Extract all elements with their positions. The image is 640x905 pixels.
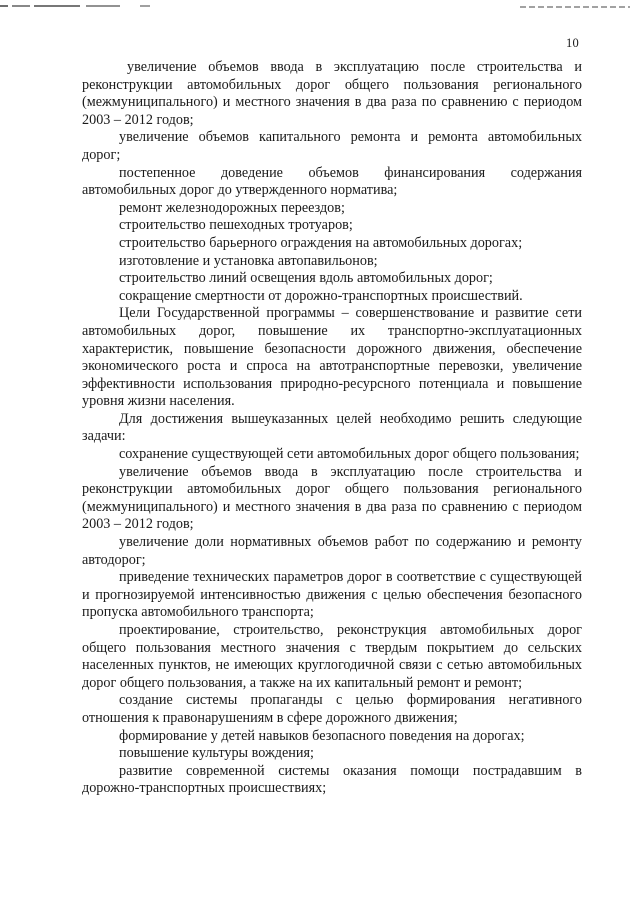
paragraph: создание системы пропаганды с целью формирования негативного отношения к правонарушениям в сфере дорожного движения; xyxy=(82,692,582,726)
paragraph: изготовление и установка автопавильонов; xyxy=(119,252,378,269)
paragraph: приведение технических параметров дорог в соответствие с существующей и прогнозируемой интенсивностью движения с целью обеспечения безопасного пропуска автомобильного транспорта; xyxy=(82,569,582,621)
paragraph: строительство пешеходных тротуаров; xyxy=(119,217,353,234)
paragraph: строительство барьерного ограждения на автомобильных дорогах; xyxy=(119,234,523,251)
paragraph: Цели Государственной программы – совершенствование и развитие сети автомобильных дорог, повышение их транспортно-эксплуатационных характеристик, повышение безопасности дорожного движения, обеспечение экономического роста и спроса на автотранспортные перевозки, увеличение эффективности использования природно-ресурсного потенциала и повышение уровня жизни населения. xyxy=(82,305,582,410)
paragraph: увеличение объемов капитального ремонта и ремонта автомобильных дорог; xyxy=(82,129,582,163)
page-number: 10 xyxy=(566,36,579,50)
paragraph: увеличение объемов ввода в эксплуатацию после строительства и реконструкции автомобильных дорог общего пользования регионального (межмуниципального) и местного значения в два раза по сравнению с периодом 2003 – 2012 годов; xyxy=(82,463,582,533)
paragraph: повышение культуры вождения; xyxy=(119,745,314,762)
paragraph: постепенное доведение объемов финансирования содержания автомобильных дорог до утвержденного норматива; xyxy=(82,164,582,199)
paragraph: формирование у детей навыков безопасного поведения на дорогах; xyxy=(119,727,525,744)
paragraph: увеличение объемов ввода в эксплуатацию после строительства и реконструкции автомобильных дорог общего пользования регионального (межмуниципального) и местного значения в два раза по сравнению с периодом 2003 – 2012 годов; xyxy=(82,59,582,128)
paragraph: развитие современной системы оказания помощи пострадавшим в дорожно-транспортных происшествиях; xyxy=(82,762,582,797)
paragraph: сохранение существующей сети автомобильных дорог общего пользования; xyxy=(119,446,580,463)
paragraph: Для достижения вышеуказанных целей необходимо решить следующие задачи: xyxy=(82,410,582,445)
paragraph: увеличение доли нормативных объемов работ по содержанию и ремонту автодорог; xyxy=(82,534,582,568)
paragraph: ремонт железнодорожных переездов; xyxy=(119,199,345,216)
paragraph: сокращение смертности от дорожно-транспортных происшествий. xyxy=(119,287,523,304)
scan-artifact-top-right xyxy=(520,6,630,8)
paragraph: строительство линий освещения вдоль автомобильных дорог; xyxy=(119,270,493,287)
paragraph: проектирование, строительство, реконструкция автомобильных дорог общего пользования местного значения с твердым покрытием до сельских населенных пунктов, не имеющих круглогодичной связи с сетью автомобильных дорог общего пользования, а также на их капитальный ремонт и ремонт; xyxy=(82,622,582,691)
document-body xyxy=(82,59,582,798)
